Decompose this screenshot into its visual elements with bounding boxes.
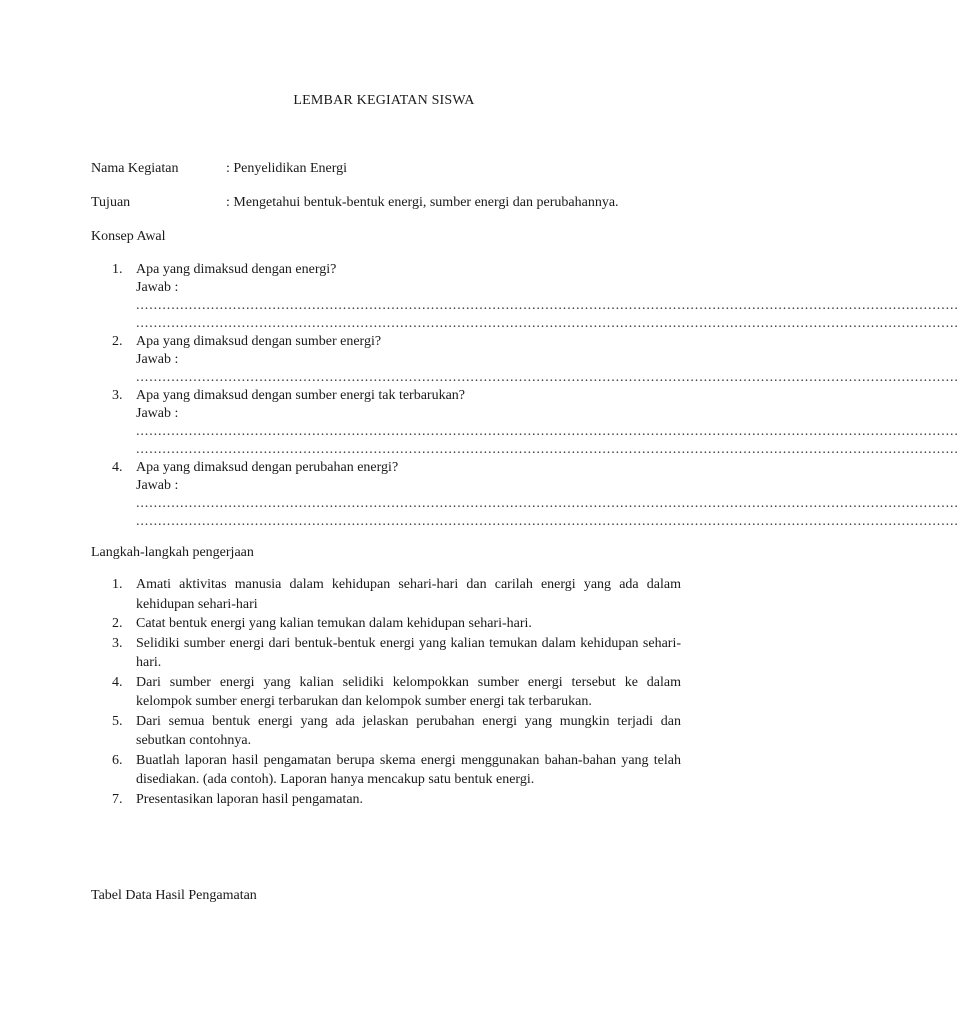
page-title: LEMBAR KEGIATAN SISWA xyxy=(293,93,475,108)
step-text: Buatlah laporan hasil pengamatan berupa skema energi menggunakan bahan-bahan yang telah disediakan. (ada contoh). Laporan hanya mencakup satu bentuk energi. xyxy=(136,752,681,787)
answer-line[interactable]: ........................................................................................................................................................................................... xyxy=(136,424,959,439)
step-number: 2. xyxy=(112,616,123,631)
step-number: 4. xyxy=(112,674,123,690)
question-item xyxy=(91,459,959,531)
step-text: Selidiki sumber energi dari bentuk-bentuk energi yang kalian temukan dalam kehidupan sehari-hari. xyxy=(136,635,681,670)
question-number: 2. xyxy=(112,334,123,349)
answer-line[interactable]: ........................................................................................................................................................................................... xyxy=(136,298,959,313)
nama-kegiatan-label: Nama Kegiatan xyxy=(91,161,179,176)
step-item xyxy=(91,575,681,614)
answer-line[interactable]: ........................................................................................................................................................................................... xyxy=(136,496,959,511)
question-text: Apa yang dimaksud dengan perubahan energi? xyxy=(136,460,399,475)
question-item xyxy=(91,261,959,333)
step-item xyxy=(91,673,681,712)
step-item xyxy=(91,634,681,673)
nama-kegiatan-value: : Penyelidikan Energi xyxy=(226,161,348,176)
answer-line[interactable]: ........................................................................................................................................................................................... xyxy=(136,442,959,457)
step-text: Dari semua bentuk energi yang ada jelaskan perubahan energi yang mungkin terjadi dan sebutkan contohnya. xyxy=(136,713,681,748)
question-list xyxy=(91,261,959,531)
question-number: 4. xyxy=(112,460,123,475)
step-number: 6. xyxy=(112,752,123,768)
answer-line[interactable]: ........................................................................................................................................................................................... xyxy=(136,514,959,529)
konsep-awal-heading: Konsep Awal xyxy=(91,229,166,244)
answer-line[interactable]: ........................................................................................................................................................................................... xyxy=(136,316,959,331)
question-number: 1. xyxy=(112,262,123,277)
answer-label: Jawab : xyxy=(136,406,179,421)
step-item xyxy=(91,751,681,790)
step-text: Dari sumber energi yang kalian selidiki kelompokkan sumber energi tersebut ke dalam kelompok sumber energi terbarukan dan kelompok sumber energi tak terbarukan. xyxy=(136,674,681,709)
question-number: 3. xyxy=(112,388,123,403)
answer-line[interactable]: ........................................................................................................................................................................................... xyxy=(136,370,959,385)
step-text: Catat bentuk energi yang kalian temukan dalam kehidupan sehari-hari. xyxy=(136,616,532,631)
tabel-heading: Tabel Data Hasil Pengamatan xyxy=(91,888,257,903)
tujuan-value: : Mengetahui bentuk-bentuk energi, sumber energi dan perubahannya. xyxy=(226,195,619,210)
step-number: 5. xyxy=(112,713,123,729)
answer-label: Jawab : xyxy=(136,352,179,367)
step-number: 7. xyxy=(112,791,123,807)
answer-label: Jawab : xyxy=(136,478,179,493)
question-text: Apa yang dimaksud dengan sumber energi tak terbarukan? xyxy=(136,388,466,403)
step-item xyxy=(91,614,681,634)
step-item xyxy=(91,790,681,810)
tujuan-label: Tujuan xyxy=(91,195,131,210)
question-text: Apa yang dimaksud dengan energi? xyxy=(136,262,337,277)
answer-label: Jawab : xyxy=(136,280,179,295)
steps-list xyxy=(91,575,681,809)
step-text: Presentasikan laporan hasil pengamatan. xyxy=(136,791,364,807)
question-text: Apa yang dimaksud dengan sumber energi? xyxy=(136,334,382,349)
step-text: Amati aktivitas manusia dalam kehidupan sehari-hari dan carilah energi yang ada dalam kehidupan sehari-hari xyxy=(136,577,681,612)
step-number: 3. xyxy=(112,635,123,651)
step-item xyxy=(91,712,681,751)
langkah-heading: Langkah-langkah pengerjaan xyxy=(91,545,254,560)
step-number: 1. xyxy=(112,577,123,592)
question-item xyxy=(91,387,959,459)
question-item xyxy=(91,333,959,387)
